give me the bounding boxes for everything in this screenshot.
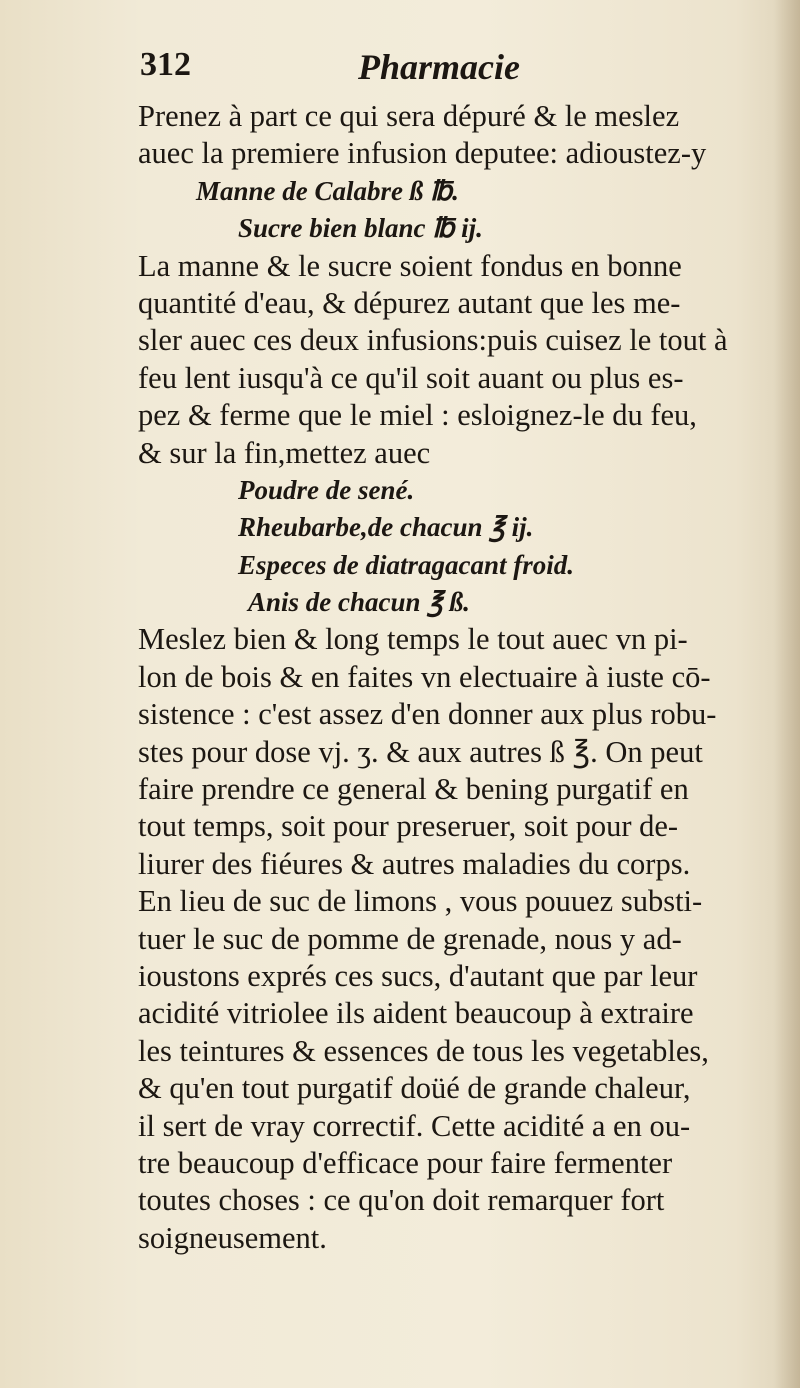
text-line: La manne & le sucre soient fondus en bonne <box>138 248 682 283</box>
text-line: ioustons exprés ces sucs, d'autant que par leur <box>138 958 698 993</box>
page-number: 312 <box>140 46 191 83</box>
text-line: toutes choses : ce qu'on doit remarquer fort <box>138 1183 665 1218</box>
text-line: Meslez bien & long temps le tout auec vn pi- <box>138 622 688 657</box>
page-edge-shadow <box>774 0 800 1388</box>
text-line: sistence : c'est assez d'en donner aux plus robu- <box>138 697 717 732</box>
text-line: En lieu de suc de limons , vous pouuez substi- <box>138 884 703 919</box>
text-line: tre beaucoup d'efficace pour faire fermenter <box>138 1145 673 1180</box>
text-line: sler auec ces deux infusions:puis cuisez le tout à <box>138 323 728 358</box>
text-line: Prenez à part ce qui sera dépuré & le meslez <box>138 99 680 133</box>
text-line: quantité d'eau, & dépurez autant que les me- <box>138 285 681 320</box>
text-line: tuer le suc de pomme de grenade, nous y ad- <box>138 921 682 956</box>
ingredient-line: Anis de chacun ℥ ß. <box>248 587 470 618</box>
text-line: auec la premiere infusion deputee: adioustez-y <box>138 136 707 171</box>
ingredient-line: Poudre de sené. <box>238 474 415 505</box>
page-header <box>140 46 760 92</box>
ingredient-line: Manne de Calabre ß ℔. <box>196 175 459 206</box>
text-line: soigneusement. <box>138 1220 327 1255</box>
text-line: les teintures & essences de tous les vegetables, <box>138 1033 709 1068</box>
text-line: il sert de vray correctif. Cette acidité a en ou- <box>138 1108 691 1143</box>
text-line: feu lent iusqu'à ce qu'il soit auant ou plus es- <box>138 360 684 395</box>
text-line: & qu'en tout purgatif doüé de grande chaleur, <box>138 1071 691 1106</box>
ingredient-line: Especes de diatragacant froid. <box>238 549 574 580</box>
body-text <box>138 98 768 1257</box>
text-line: pez & ferme que le miel : esloignez-le du feu, <box>138 398 697 433</box>
text-line: lon de bois & en faites vn electuaire à iuste cō- <box>138 659 711 694</box>
text-line: & sur la fin,mettez auec <box>138 435 431 470</box>
text-line: stes pour dose vj. ʒ. & aux autres ß ℥. On peut <box>138 734 703 769</box>
running-title: Pharmacie <box>358 47 520 87</box>
text-line: tout temps, soit pour preseruer, soit pour de- <box>138 809 679 844</box>
text-line: acidité vitriolee ils aident beaucoup à extraire <box>138 996 694 1031</box>
text-line: faire prendre ce general & bening purgatif en <box>138 772 689 807</box>
ingredient-line: Rheubarbe,de chacun ℥ ij. <box>238 512 534 543</box>
text-line: liurer des fiéures & autres maladies du corps. <box>138 846 691 881</box>
ingredient-line: Sucre bien blanc ℔ ij. <box>238 213 483 244</box>
